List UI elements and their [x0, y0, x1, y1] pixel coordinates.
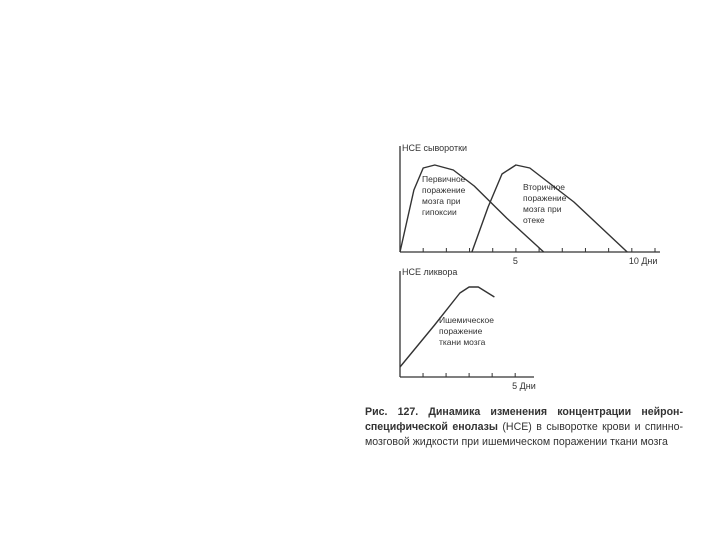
y-axis-title: НСЕ ликвора	[402, 267, 458, 277]
annotation-line: отеке	[523, 215, 545, 225]
annotation	[523, 182, 567, 225]
annotation-line: ткани мозга	[439, 337, 486, 347]
annotation-line: поражение	[422, 185, 466, 195]
figure-caption	[365, 405, 683, 450]
annotation-line: Ишемическое	[439, 315, 494, 325]
y-axis-title: НСЕ сыворотки	[402, 143, 468, 153]
caption-title: Рис. 127. Динамика изменения концентрации нейрон-специфической енолазы	[365, 406, 683, 433]
annotation-line: мозга при	[523, 204, 562, 214]
annotation-line: Первичное	[422, 174, 466, 184]
chart-serum	[360, 130, 685, 270]
annotation-line: поражение	[439, 326, 483, 336]
x-tick-label: 5	[512, 256, 518, 266]
annotation-line: мозга при	[422, 196, 461, 206]
x-tick-label: 10 Дни	[628, 256, 658, 266]
annotation-line: гипоксии	[422, 207, 457, 217]
chart-csf	[360, 265, 685, 395]
annotation-line: Вторичное	[523, 182, 565, 192]
x-tick-label: 5 Дни	[512, 381, 536, 391]
caption-text: (НСЕ) в сыворотке крови и спинно-мозговой жидкости при ишемическом поражении ткани мозга	[365, 421, 684, 448]
annotation	[439, 315, 494, 347]
annotation-line: поражение	[523, 193, 567, 203]
annotation	[422, 174, 466, 217]
